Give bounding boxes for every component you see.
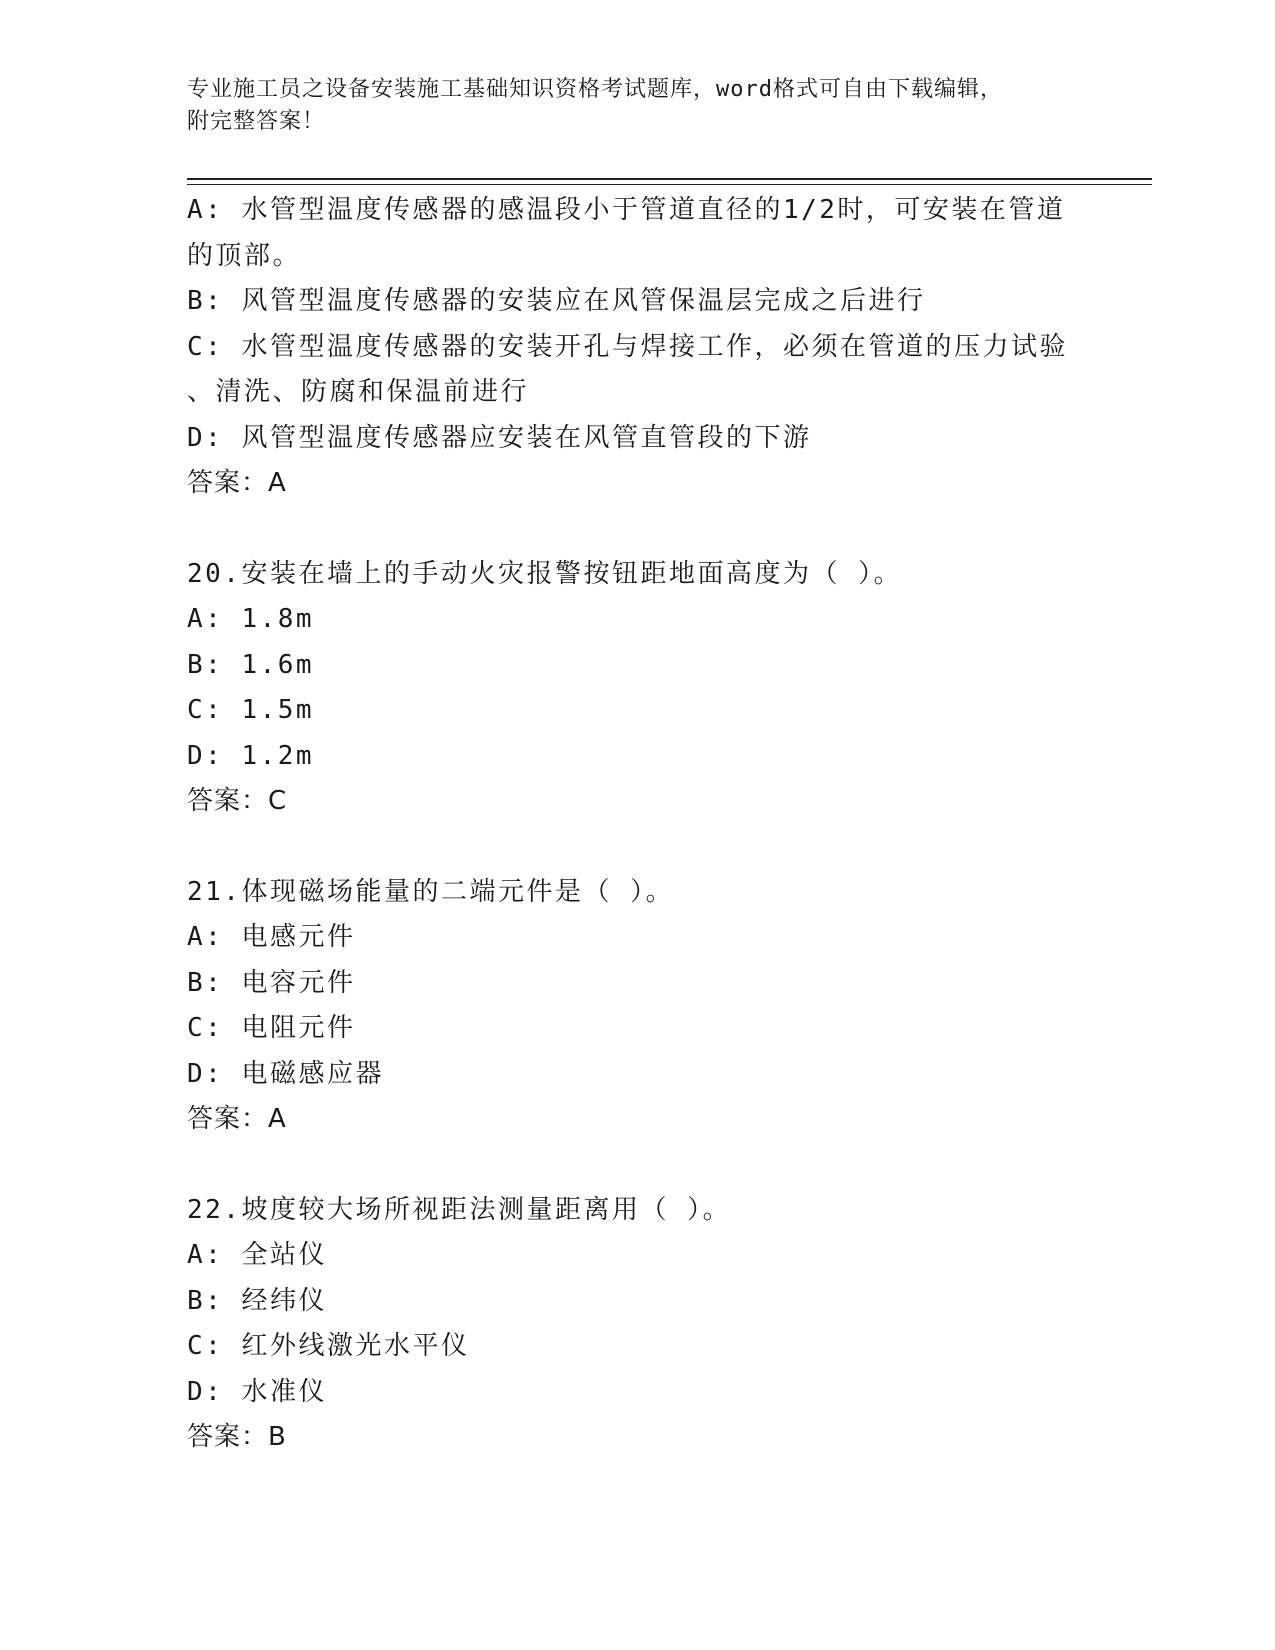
header-line-2: 附完整答案！: [187, 109, 326, 134]
question-22: [187, 1188, 1087, 1461]
option-c-line-1: C: 水管型温度传感器的安装开孔与焊接工作，必须在管道的压力试验: [187, 331, 1068, 362]
option-c: C: 电阻元件: [187, 1013, 356, 1043]
question-20: [187, 552, 1087, 825]
option-b: B: 风管型温度传感器的安装应在风管保温层完成之后进行: [187, 286, 926, 316]
option-c-line-2: 、清洗、防腐和保温前进行: [187, 377, 530, 407]
answer: 答案：A: [187, 1104, 287, 1134]
question-text: 20.安装在墙上的手动火灾报警按钮距地面高度为（ ）。: [187, 558, 903, 589]
answer: 答案：B: [187, 1422, 287, 1452]
answer: 答案：A: [187, 468, 287, 498]
answer: 答案：C: [187, 786, 288, 816]
option-d: D: 水准仪: [187, 1376, 327, 1407]
question-list: [187, 188, 1087, 1461]
question-19: [187, 188, 1087, 507]
spacer: [187, 825, 1087, 870]
option-a-line-1: A: 水管型温度传感器的感温段小于管道直径的1/2时，可安装在管道: [187, 195, 1066, 225]
header-divider-thin: [187, 184, 1152, 185]
option-d: D: 1.2m: [187, 740, 315, 771]
question-21: [187, 870, 1087, 1143]
header-line-1: 专业施工员之设备安装施工基础知识资格考试题库，word格式可自由下载编辑，: [187, 77, 1003, 102]
document-header: [187, 74, 1067, 138]
spacer: [187, 507, 1087, 552]
option-b: B: 1.6m: [187, 649, 315, 680]
option-a-line-2: 的顶部。: [187, 240, 302, 271]
option-c: C: 红外线激光水平仪: [187, 1331, 470, 1361]
header-divider-thick: [187, 178, 1152, 180]
option-a: A: 1.8m: [187, 604, 315, 634]
question-text: 21.体现磁场能量的二端元件是（ ）。: [187, 876, 675, 907]
option-c: C: 1.5m: [187, 695, 315, 725]
option-a: A: 全站仪: [187, 1240, 327, 1270]
option-b: B: 经纬仪: [187, 1285, 327, 1316]
question-text: 22.坡度较大场所视距法测量距离用（ ）。: [187, 1194, 732, 1225]
option-a: A: 电感元件: [187, 922, 356, 952]
option-d: D: 电磁感应器: [187, 1058, 384, 1089]
option-d: D: 风管型温度传感器应安装在风管直管段的下游: [187, 422, 812, 453]
option-b: B: 电容元件: [187, 967, 356, 998]
spacer: [187, 1143, 1087, 1188]
